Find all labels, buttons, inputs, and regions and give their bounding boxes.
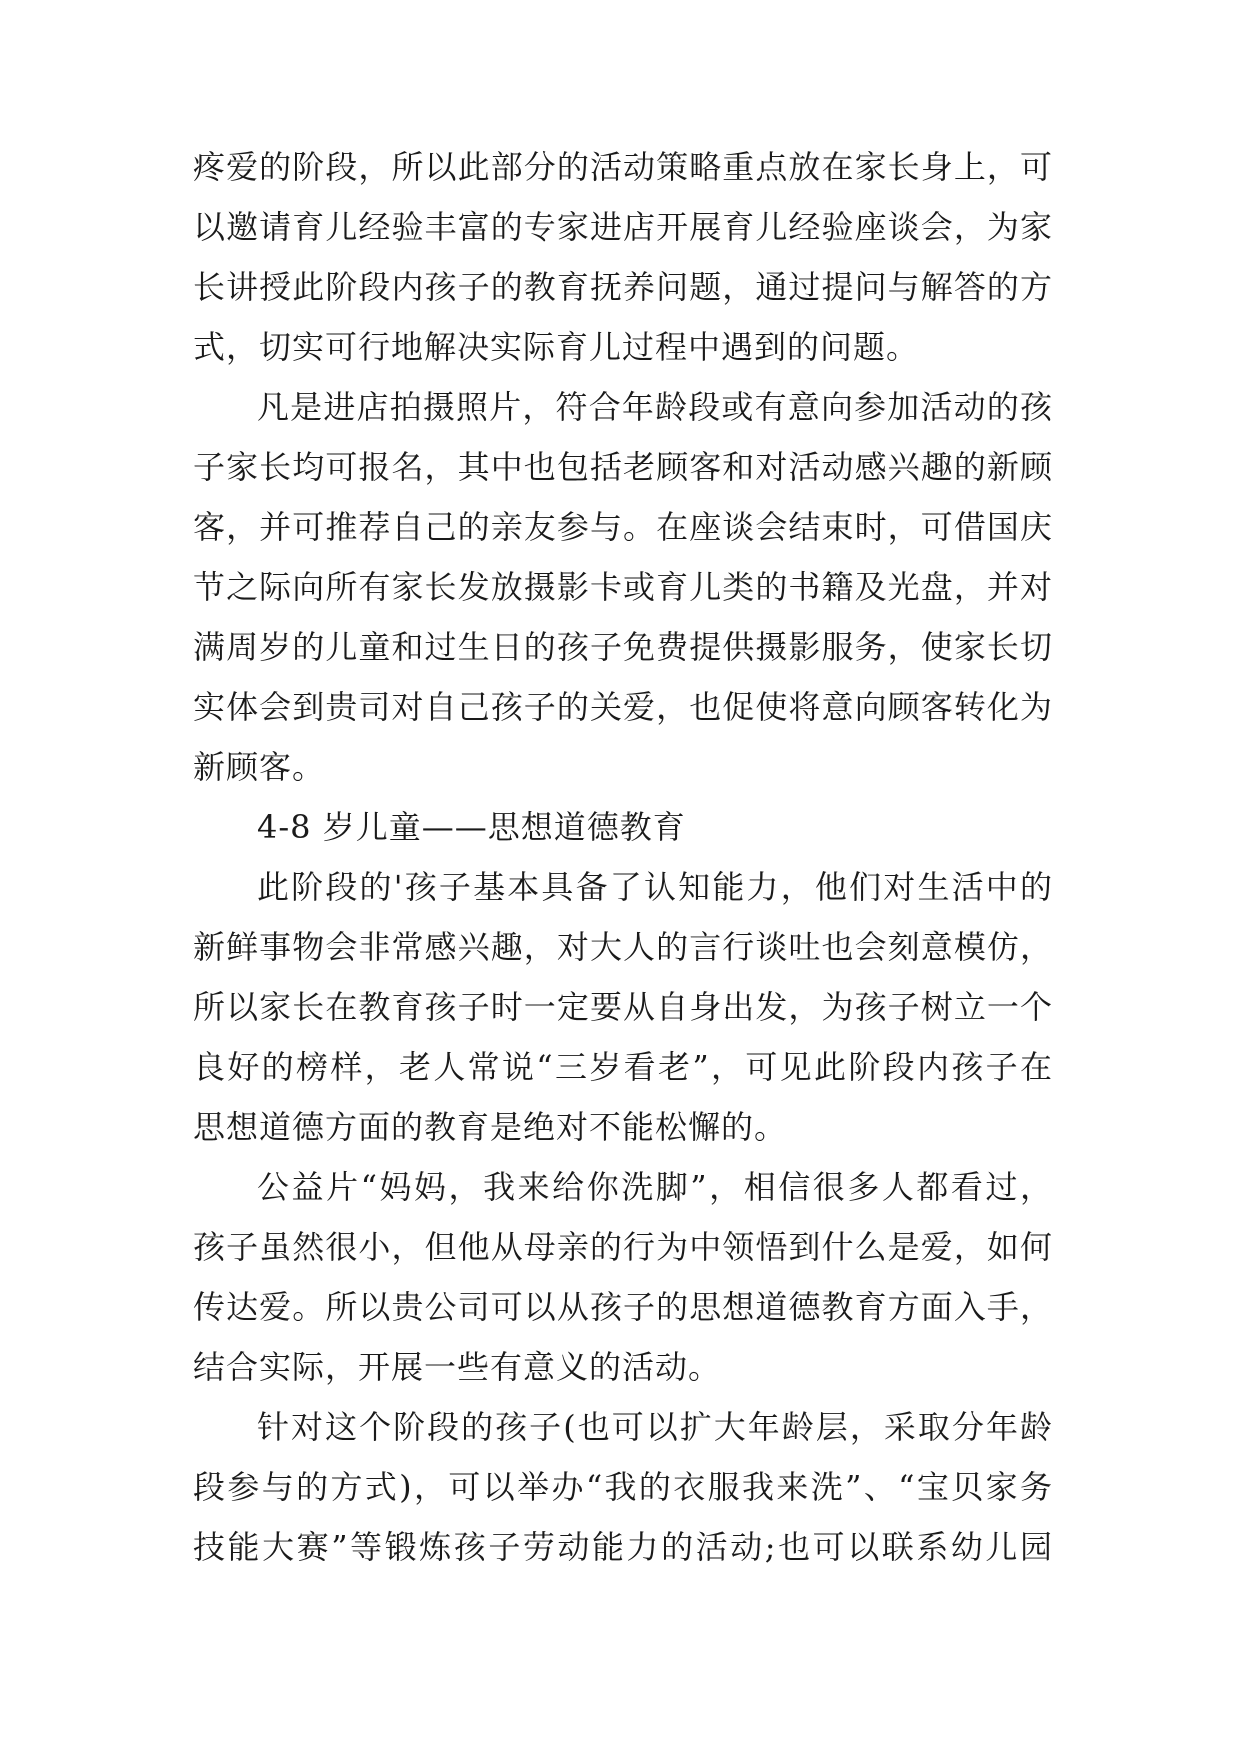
- text-line: 新顾客。: [193, 748, 326, 786]
- text-line: 满周岁的儿童和过生日的孩子免费提供摄影服务，使家长切: [193, 628, 1053, 666]
- text-line: 式，切实可行地解决实际育儿过程中遇到的问题。: [193, 328, 920, 366]
- text-line: 所以家长在教育孩子时一定要从自身出发，为孩子树立一个: [193, 988, 1053, 1026]
- paragraph-first-line: 针对这个阶段的孩子(也可以扩大年龄层，采取分年龄: [257, 1408, 1053, 1446]
- text-line: 思想道德方面的教育是绝对不能松懈的。: [193, 1108, 788, 1146]
- text-line: 以邀请育儿经验丰富的专家进店开展育儿经验座谈会，为家: [193, 208, 1053, 246]
- section-heading: 4-8 岁儿童——思想道德教育: [257, 808, 686, 846]
- text-line: 结合实际，开展一些有意义的活动。: [193, 1348, 722, 1386]
- text-line: 节之际向所有家长发放摄影卡或育儿类的书籍及光盘，并对: [193, 568, 1053, 606]
- text-line: 新鲜事物会非常感兴趣，对大人的言行谈吐也会刻意模仿，: [193, 928, 1053, 966]
- text-line: 长讲授此阶段内孩子的教育抚养问题，通过提问与解答的方: [193, 268, 1053, 306]
- text-line: 技能大赛”等锻炼孩子劳动能力的活动;也可以联系幼儿园: [193, 1528, 1053, 1566]
- text-line: 传达爱。所以贵公司可以从孩子的思想道德教育方面入手，: [193, 1288, 1053, 1326]
- paragraph-first-line: 凡是进店拍摄照片，符合年龄段或有意向参加活动的孩: [257, 388, 1053, 426]
- text-line: 良好的榜样，老人常说“三岁看老”，可见此阶段内孩子在: [193, 1048, 1053, 1086]
- text-line: 段参与的方式)，可以举办“我的衣服我来洗”、“宝贝家务: [193, 1468, 1053, 1506]
- text-line: 实体会到贵司对自己孩子的关爱，也促使将意向顾客转化为: [193, 688, 1053, 726]
- paragraph-first-line: 此阶段的'孩子基本具备了认知能力，他们对生活中的: [257, 868, 1053, 906]
- text-line: 子家长均可报名，其中也包括老顾客和对活动感兴趣的新顾: [193, 448, 1053, 486]
- paragraph-first-line: 公益片“妈妈，我来给你洗脚”，相信很多人都看过，: [257, 1168, 1053, 1206]
- text-line: 疼爱的阶段，所以此部分的活动策略重点放在家长身上，可: [193, 148, 1053, 186]
- text-line: 孩子虽然很小，但他从母亲的行为中领悟到什么是爱，如何: [193, 1228, 1053, 1266]
- text-line: 客，并可推荐自己的亲友参与。在座谈会结束时，可借国庆: [193, 508, 1053, 546]
